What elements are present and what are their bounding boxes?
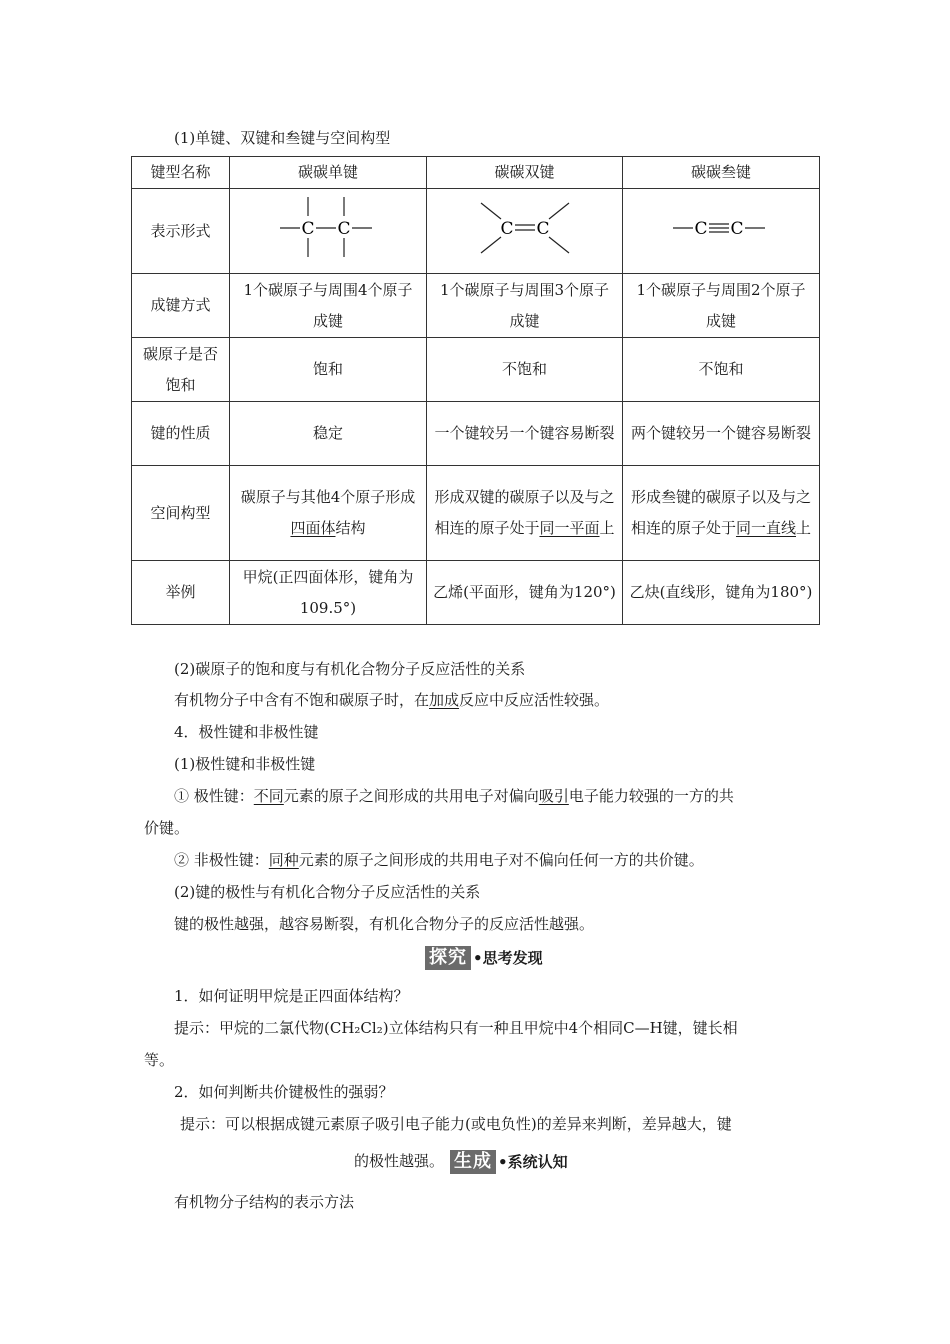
table-header-cell: 键型名称 (132, 157, 230, 189)
double-bond-formula (427, 189, 623, 274)
svg-text:C: C (337, 218, 351, 239)
table-cell: 形成双键的碳原子以及与之相连的原子处于同一平面上 (427, 466, 623, 561)
row-label: 空间构型 (132, 466, 230, 561)
triple-bond-diagram (661, 191, 781, 261)
answer-cont: 的极性越强。 生成 •系统认知 (354, 1151, 568, 1172)
triple-bond-formula (623, 189, 820, 274)
explore-section-badge: 探究 •思考发现 (425, 946, 543, 970)
section-heading: 4．极性键和非极性键 (174, 723, 319, 741)
table-cell: 形成叁键的碳原子以及与之相连的原子处于同一直线上 (623, 466, 820, 561)
table-row (132, 274, 820, 338)
table-header-cell: 碳碳叁键 (623, 157, 820, 189)
svg-text:C: C (301, 218, 315, 239)
table-cell: 碳原子与其他4个原子形成四面体结构 (230, 466, 427, 561)
nonpolar-bond-def: ② 非极性键：同种元素的原子之间形成的共用电子对不偏向任何一方的共价键。 (174, 851, 704, 869)
double-bond-diagram (465, 191, 585, 261)
table-cell: 一个键较另一个键容易断裂 (427, 402, 623, 466)
table-cell: 饱和 (230, 338, 427, 402)
bond-types-table (131, 156, 820, 625)
table-row (132, 402, 820, 466)
subheading: (1)极性键和非极性键 (174, 755, 316, 773)
section-title: (1)单键、双键和叁键与空间构型 (174, 129, 391, 147)
table-cell: 1个碳原子与周围3个原子成键 (427, 274, 623, 338)
table-cell: 1个碳原子与周围4个原子成键 (230, 274, 427, 338)
table-header-row (132, 157, 820, 189)
table-header-cell: 碳碳单键 (230, 157, 427, 189)
paragraph: 有机物分子结构的表示方法 (174, 1193, 355, 1211)
question: 2．如何判断共价键极性的强弱？ (174, 1083, 394, 1101)
table-cell: 乙炔(直线形，键角为180°) (623, 561, 820, 625)
table-row (132, 338, 820, 402)
table-cell: 甲烷(正四面体形，键角为109.5°) (230, 561, 427, 625)
answer: 提示：甲烷的二氯代物(CH₂Cl₂)立体结构只有一种且甲烷中4个相同C—H键，键长相 (174, 1019, 738, 1037)
table-header-cell: 碳碳双键 (427, 157, 623, 189)
table-row (132, 189, 820, 274)
svg-text:C: C (730, 218, 744, 239)
svg-text:C: C (694, 218, 708, 239)
single-bond-diagram (268, 191, 388, 261)
table-cell: 1个碳原子与周围2个原子成键 (623, 274, 820, 338)
table-cell: 不饱和 (623, 338, 820, 402)
table-row (132, 561, 820, 625)
table-cell: 稳定 (230, 402, 427, 466)
generate-section-badge: 生成 (450, 1150, 496, 1174)
polar-bond-def-cont: 价键。 (144, 819, 190, 837)
svg-text:C: C (535, 218, 550, 239)
table-cell: 两个键较另一个键容易断裂 (623, 402, 820, 466)
row-label: 举例 (132, 561, 230, 625)
row-label: 碳原子是否饱和 (132, 338, 230, 402)
row-label: 键的性质 (132, 402, 230, 466)
p2-title: (2)碳原子的饱和度与有机化合物分子反应活性的关系 (174, 660, 526, 678)
answer-cont: 等。 (144, 1051, 175, 1069)
row-label: 成键方式 (132, 274, 230, 338)
table-cell: 不饱和 (427, 338, 623, 402)
p2-body: 有机物分子中含有不饱和碳原子时，在加成反应中反应活性较强。 (174, 691, 610, 709)
row-label: 表示形式 (132, 189, 230, 274)
question: 1．如何证明甲烷是正四面体结构？ (174, 987, 409, 1005)
table-row (132, 466, 820, 561)
single-bond-formula (230, 189, 427, 274)
answer: 提示：可以根据成键元素原子吸引电子能力(或电负性)的差异来判断，差异越大，键 (180, 1115, 732, 1133)
paragraph: 键的极性越强，越容易断裂，有机化合物分子的反应活性越强。 (174, 915, 595, 933)
svg-text:C: C (499, 218, 514, 239)
table-cell: 乙烯(平面形，键角为120°) (427, 561, 623, 625)
subheading: (2)键的极性与有机化合物分子反应活性的关系 (174, 883, 481, 901)
polar-bond-def: ① 极性键：不同元素的原子之间形成的共用电子对偏向吸引电子能力较强的一方的共 (174, 787, 734, 805)
